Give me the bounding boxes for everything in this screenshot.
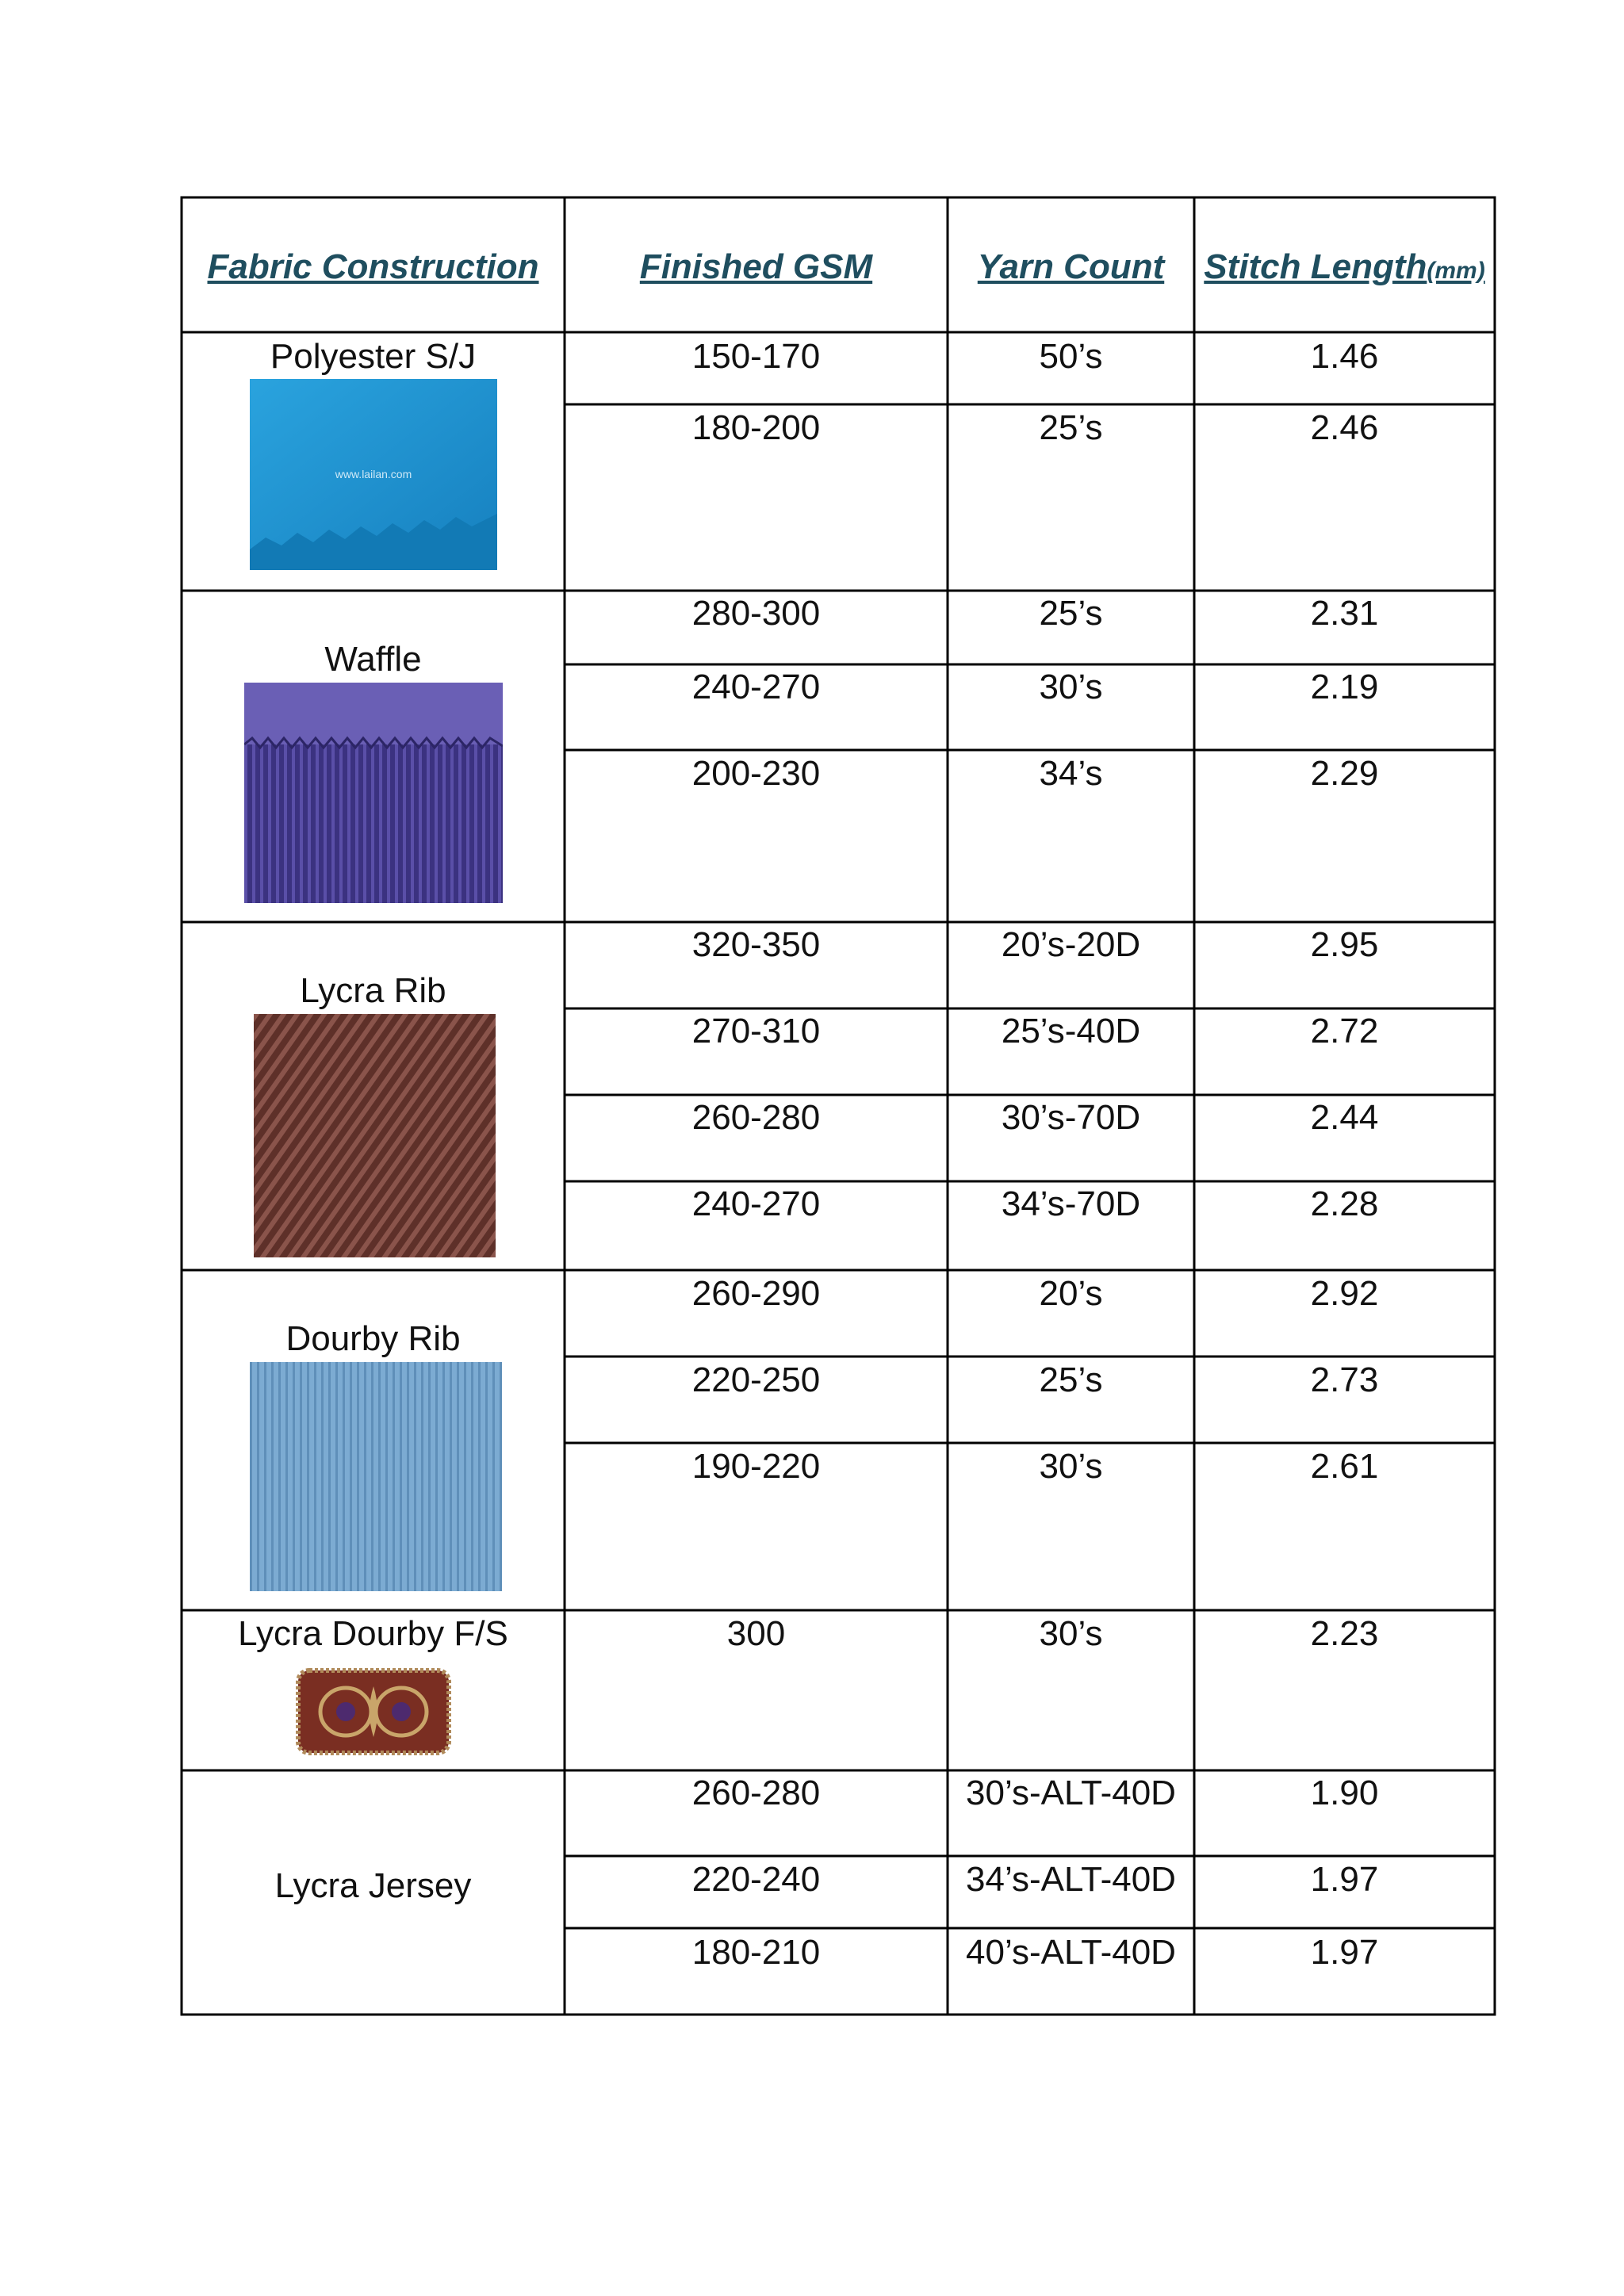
fabric-name-waffle: Waffle xyxy=(324,640,422,679)
stitch-lycra-rib-3: 2.44 xyxy=(1310,1098,1379,1137)
dourby-rib-swatch xyxy=(250,1362,502,1591)
yarn-waffle-2: 30’s xyxy=(1039,668,1103,706)
yarn-dourby-rib-3: 30’s xyxy=(1039,1447,1103,1486)
gsm-dourby-rib-3: 190-220 xyxy=(691,1447,821,1486)
gsm-lycra-jersey-2: 220-240 xyxy=(691,1860,821,1899)
stitch-dourby-rib-1: 2.92 xyxy=(1310,1274,1379,1313)
fabric-name-dourby-rib: Dourby Rib xyxy=(285,1319,461,1358)
yarn-dourby-rib-1: 20’s xyxy=(1039,1274,1103,1313)
header-stitch-label: Stitch Length xyxy=(1204,247,1427,286)
stitch-waffle-2: 2.19 xyxy=(1310,668,1379,706)
yarn-lycra-dourby-1: 30’s xyxy=(1039,1614,1103,1653)
stitch-polyester-2: 2.46 xyxy=(1310,408,1379,447)
gsm-waffle-1: 280-300 xyxy=(691,594,821,633)
stitch-dourby-rib-2: 2.73 xyxy=(1310,1360,1379,1399)
stitch-polyester-1: 1.46 xyxy=(1310,337,1379,376)
header-yarn-count: Yarn Count xyxy=(977,247,1165,286)
lycra-dourby-swatch xyxy=(290,1663,457,1761)
waffle-swatch xyxy=(244,683,503,903)
header-stitch-unit: (mm) xyxy=(1427,258,1485,284)
yarn-lycra-rib-1: 20’s-20D xyxy=(1001,925,1141,964)
gsm-lycra-rib-1: 320-350 xyxy=(691,925,821,964)
yarn-lycra-jersey-3: 40’s-ALT-40D xyxy=(966,1933,1176,1972)
stitch-lycra-rib-2: 2.72 xyxy=(1310,1012,1379,1050)
stitch-lycra-rib-4: 2.28 xyxy=(1310,1184,1379,1223)
gsm-waffle-2: 240-270 xyxy=(691,668,821,706)
polyester-swatch xyxy=(250,379,497,570)
stitch-waffle-1: 2.31 xyxy=(1310,594,1379,633)
stitch-lycra-jersey-3: 1.97 xyxy=(1310,1933,1379,1972)
yarn-polyester-1: 50’s xyxy=(1039,337,1103,376)
yarn-waffle-1: 25’s xyxy=(1039,594,1103,633)
stitch-lycra-jersey-2: 1.97 xyxy=(1310,1860,1379,1899)
gsm-lycra-rib-4: 240-270 xyxy=(691,1184,821,1223)
header-stitch-length xyxy=(1194,247,1495,287)
swatch-watermark: www.lailan.com xyxy=(335,468,412,480)
yarn-polyester-2: 25’s xyxy=(1039,408,1103,447)
stitch-lycra-dourby-1: 2.23 xyxy=(1310,1614,1379,1653)
yarn-lycra-jersey-1: 30’s-ALT-40D xyxy=(966,1774,1176,1812)
yarn-dourby-rib-2: 25’s xyxy=(1039,1360,1103,1399)
lycra-rib-swatch xyxy=(254,1014,496,1257)
stitch-waffle-3: 2.29 xyxy=(1310,754,1379,793)
stitch-dourby-rib-3: 2.61 xyxy=(1310,1447,1379,1486)
yarn-lycra-rib-2: 25’s-40D xyxy=(1001,1012,1141,1050)
gsm-lycra-jersey-3: 180-210 xyxy=(691,1933,821,1972)
gsm-dourby-rib-1: 260-290 xyxy=(691,1274,821,1313)
gsm-lycra-dourby-1: 300 xyxy=(726,1614,786,1653)
gsm-dourby-rib-2: 220-250 xyxy=(691,1360,821,1399)
fabric-name-lycra-rib: Lycra Rib xyxy=(300,971,446,1010)
header-fabric-construction: Fabric Construction xyxy=(207,247,539,286)
gsm-lycra-rib-3: 260-280 xyxy=(691,1098,821,1137)
stitch-lycra-rib-1: 2.95 xyxy=(1310,925,1379,964)
gsm-polyester-2: 180-200 xyxy=(691,408,821,447)
gsm-polyester-1: 150-170 xyxy=(691,337,821,376)
fabric-name-lycra-jersey: Lycra Jersey xyxy=(274,1866,472,1905)
yarn-lycra-jersey-2: 34’s-ALT-40D xyxy=(966,1860,1176,1899)
stitch-lycra-jersey-1: 1.90 xyxy=(1310,1774,1379,1812)
fabric-name-polyester: Polyester S/J xyxy=(270,337,477,376)
header-finished-gsm: Finished GSM xyxy=(639,247,873,286)
gsm-waffle-3: 200-230 xyxy=(691,754,821,793)
gsm-lycra-rib-2: 270-310 xyxy=(691,1012,821,1050)
yarn-lycra-rib-4: 34’s-70D xyxy=(1001,1184,1141,1223)
fabric-name-lycra-dourby: Lycra Dourby F/S xyxy=(238,1614,508,1653)
gsm-lycra-jersey-1: 260-280 xyxy=(691,1774,821,1812)
yarn-waffle-3: 34’s xyxy=(1039,754,1103,793)
yarn-lycra-rib-3: 30’s-70D xyxy=(1001,1098,1141,1137)
